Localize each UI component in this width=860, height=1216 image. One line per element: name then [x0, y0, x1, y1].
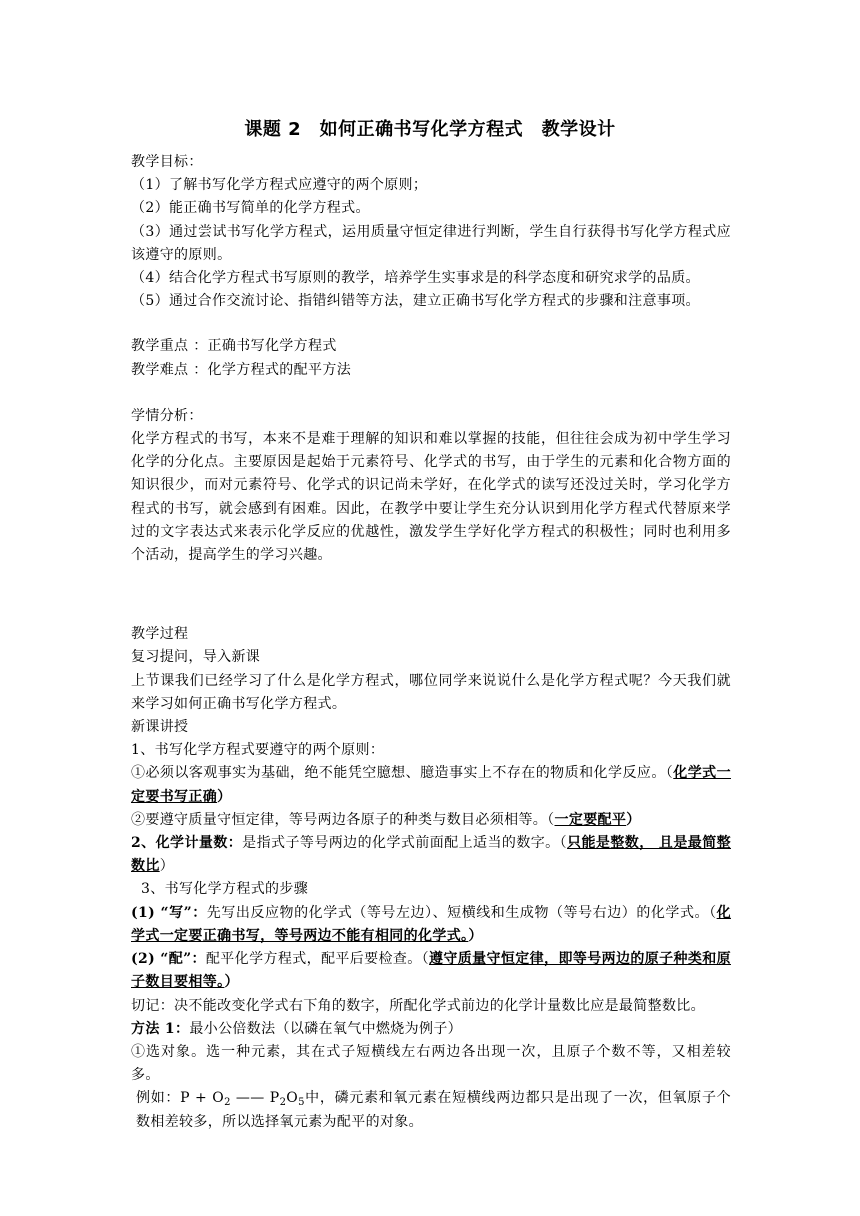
principle-1-emphasis: 化学式一定要书写正确	[131, 765, 731, 805]
objective-item: （2）能正确书写简单的化学方程式。	[131, 200, 370, 217]
step-1-label: (1) “写”：	[131, 904, 207, 921]
process-heading: 教学过程	[131, 626, 189, 643]
example-paragraph: 例如：$P + O_2$ —— $P_2O_5$中，磷元素和氧元素在短横线两边都只是出现了一次，但氧原子个数相差较多，所以选择氧元素为配平的对象。	[136, 1090, 731, 1130]
step-2: (2) “配”：配平化学方程式，配平后要检查。（遵守质量守恒定律，即等号两边的原子种类和原子数目要相等。）	[131, 951, 731, 991]
review-text: 上节课我们已经学习了什么是化学方程式，哪位同学来说说什么是化学方程式呢？今天我们就来学习如何正确书写化学方程式。	[131, 672, 731, 712]
caution-note: 切记：决不能改变化学式右下角的数字，所配化学式前边的化学计量数比应是最简整数比。	[131, 997, 705, 1014]
coefficient-emphasis: 只能是整数， 且是最简整数比	[131, 835, 731, 875]
step-1: (1) “写”：先写出反应物的化学式（等号左边）、短横线和生成物（等号右边）的化学式。（化学式一定要正确书写，等号两边不能有相同的化学式。）	[131, 904, 731, 944]
coefficient-label: 2、化学计量数：	[131, 835, 243, 852]
document-body	[131, 151, 731, 1134]
objective-item: （5）通过合作交流讨论、指错纠错等方法，建立正确书写化学方程式的步骤和注意事项。	[131, 293, 700, 310]
objective-item: （1）了解书写化学方程式应遵守的两个原则；	[131, 177, 428, 194]
step-1-emphasis: 化学式一定要正确书写，等号两边不能有相同的化学式。	[131, 904, 731, 944]
method-1-step: ①选对象。选一种元素，其在式子短横线左右两边各出现一次，且原子个数不等，又相差较多。	[131, 1043, 731, 1084]
step-2-emphasis: 遵守质量守恒定律，即等号两边的原子种类和原子数目要相等。	[131, 951, 731, 991]
key-point: 教学重点 ：正确书写化学方程式	[131, 338, 337, 355]
step-2-label: (2) “配”：	[131, 951, 206, 968]
method-1: 方法 1：最小公倍数法（以磷在氧气中燃烧为例子）	[131, 1020, 463, 1037]
objective-item: （3）通过尝试书写化学方程式，运用质量守恒定律进行判断，学生自行获得书写化学方程式应该遵守的原则。	[131, 223, 731, 263]
objectives-heading: 教学目标：	[131, 154, 203, 170]
principles-heading: 1、书写化学方程式要遵守的两个原则：	[131, 742, 385, 759]
new-lesson-heading: 新课讲授	[131, 719, 189, 736]
page-title: 课题 2 如何正确书写化学方程式 教学设计	[244, 119, 616, 140]
review-heading: 复习提问，导入新课	[131, 649, 261, 666]
method-1-label: 方法 1：	[131, 1020, 190, 1037]
analysis-heading: 学情分析：	[131, 407, 203, 424]
coefficient-definition: 2、化学计量数：是指式子等号两边的化学式前面配上适当的数字。（只能是整数， 且是最简整数比）	[131, 835, 731, 875]
objective-item: （4）结合化学方程式书写原则的教学，培养学生实事求是的科学态度和研究求学的品质。	[131, 270, 700, 287]
principle-2: ②要遵守质量守恒定律，等号两边各原子的种类与数目必须相等。（一定要配平）	[131, 811, 641, 828]
chemical-equation: $P + O_2$ —— $P_2O_5$	[180, 1090, 305, 1109]
principle-1: ①必须以客观事实为基础，绝不能凭空臆想、臆造事实上不存在的物质和化学反应。（化学式一定要书写正确）	[131, 765, 731, 805]
steps-heading: 3、书写化学方程式的步骤	[141, 881, 309, 898]
principle-2-emphasis: 一定要配平	[554, 811, 627, 828]
difficulty: 教学难点 ：化学方程式的配平方法	[131, 361, 352, 378]
analysis-text: 化学方程式的书写，本来不是难于理解的知识和难以掌握的技能，但往往会成为初中学生学习化学的分化点。主要原因是起始于元素符号、化学式的书写，由于学生的元素和化合物方面的知识很少，而对元素符号、化学式的识记尚未学好，在化学式的读写还没过关时，学习化学方程式的书写，就会感到有困难。因此，在教学中要让学生充分认识到用化学方程式代替原来学过的文字表达式来表示化学反应的优越性，激发学生学好化学方程式的积极性；同时也利用多个活动，提高学生的学习兴趣。	[131, 431, 731, 564]
